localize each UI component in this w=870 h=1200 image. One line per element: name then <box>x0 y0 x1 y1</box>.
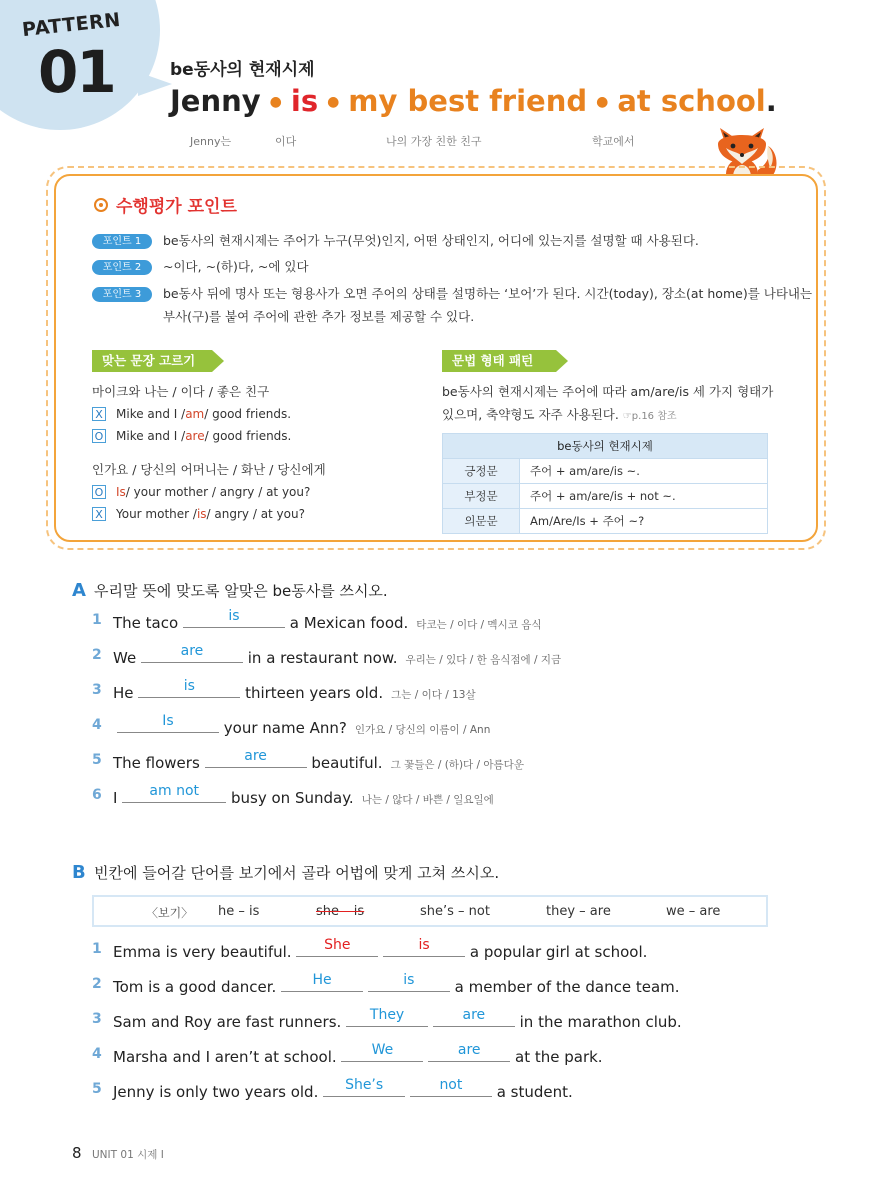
answer-blank[interactable] <box>323 1077 405 1097</box>
answer-blank[interactable] <box>433 1007 515 1027</box>
example-text: Mike and I / <box>116 429 186 443</box>
section-a-title: 우리말 뜻에 맞도록 알맞은 be동사를 쓰시오. <box>94 582 388 600</box>
answer-blank[interactable] <box>117 713 219 733</box>
answer-text: are <box>180 643 204 659</box>
ox-mark: X <box>92 407 106 421</box>
question-text: a popular girl at school. <box>469 943 648 961</box>
question-number: 6 <box>92 787 102 803</box>
answer-text: She <box>324 937 351 953</box>
table-row-label: 긍정문 <box>443 459 520 484</box>
grammar-desc-text: 있으며, 축약형도 자주 사용된다. <box>442 407 619 422</box>
question-line <box>113 678 476 702</box>
question-text: a member of the dance team. <box>454 978 680 996</box>
question-number: 3 <box>92 682 102 698</box>
answer-blank[interactable] <box>428 1042 510 1062</box>
question-number: 1 <box>92 941 102 957</box>
question-text: in a restaurant now. <box>247 649 398 667</box>
table-row-value: Am/Are/Is + 주어 ~? <box>520 509 768 534</box>
example-row <box>92 429 291 443</box>
word-bank-label: 〈보기〉 <box>146 906 194 920</box>
question-text: in the marathon club. <box>519 1013 682 1031</box>
correct-sentence-tag: 맞는 문장 고르기 <box>92 350 212 372</box>
question-line <box>113 972 680 996</box>
question-number: 3 <box>92 1011 102 1027</box>
question-number: 5 <box>92 752 102 768</box>
answer-text: is <box>228 608 240 624</box>
question-text: Marsha and I aren’t at school. <box>113 1048 337 1066</box>
word-bank-option: he – is <box>218 904 260 919</box>
question-gloss: 그 꽃들은 / (하)다 / 아름다운 <box>390 759 524 771</box>
answer-blank[interactable] <box>368 972 450 992</box>
question-line <box>117 713 491 737</box>
answer-blank[interactable] <box>296 937 378 957</box>
answer-text: am not <box>149 783 200 799</box>
point-badge: 포인트 2 <box>92 260 152 275</box>
question-line <box>113 937 648 961</box>
example-row <box>92 485 310 499</box>
section-b-letter: B <box>72 862 86 883</box>
question-number: 4 <box>92 1046 102 1062</box>
example-text: / good friends. <box>204 429 292 443</box>
point-text: ~이다, ~(하)다, ~에 있다 <box>163 259 309 274</box>
ox-mark: O <box>92 429 106 443</box>
sentence-word: at school <box>617 84 766 118</box>
grammar-description <box>442 380 782 428</box>
question-text: The flowers <box>113 754 200 772</box>
sentence-word: is <box>290 84 319 118</box>
question-number: 2 <box>92 976 102 992</box>
question-text: at the park. <box>515 1048 603 1066</box>
example-row <box>92 507 305 521</box>
question-line <box>113 783 494 807</box>
gloss: 학교에서 <box>592 135 635 148</box>
pattern-subtitle: be동사의 현재시제 <box>170 60 315 80</box>
example-verb: am <box>185 407 205 421</box>
question-line <box>113 1007 682 1031</box>
point-title <box>94 192 237 217</box>
table-row-label: 부정문 <box>443 484 520 509</box>
question-text: We <box>113 649 137 667</box>
grammar-table-header: be동사의 현재시제 <box>443 434 768 459</box>
answer-text: They <box>369 1007 405 1023</box>
answer-text: Is <box>162 713 174 729</box>
ox-mark: O <box>92 485 106 499</box>
question-line <box>113 608 542 632</box>
question-number: 4 <box>92 717 102 733</box>
ox-mark: X <box>92 507 106 521</box>
answer-blank[interactable] <box>410 1077 492 1097</box>
badge-number: 01 <box>38 38 115 106</box>
dot-separator: ● <box>269 94 282 110</box>
question-text: a Mexican food. <box>289 614 409 632</box>
badge-tail <box>138 72 172 96</box>
question-gloss: 그는 / 이다 / 13살 <box>391 689 476 701</box>
answer-text: We <box>371 1042 394 1058</box>
answer-blank[interactable] <box>205 748 307 768</box>
sentence-word: Jenny <box>170 84 261 118</box>
question-text: busy on Sunday. <box>231 789 354 807</box>
answer-text: He <box>312 972 332 988</box>
gloss: Jenny는 <box>190 135 232 148</box>
point-badge: 포인트 3 <box>92 287 152 302</box>
question-number: 1 <box>92 612 102 628</box>
question-gloss: 나는 / 않다 / 바쁜 / 일요일에 <box>361 794 494 806</box>
question-number: 5 <box>92 1081 102 1097</box>
answer-blank[interactable] <box>122 783 226 803</box>
point-text: 부사(구)를 붙여 주어에 관한 추가 정보를 제공할 수 있다. <box>163 309 475 324</box>
question-text: a student. <box>496 1083 573 1101</box>
point-title-text: 수행평가 포인트 <box>116 197 237 217</box>
question-gloss: 인가요 / 당신의 이름이 / Ann <box>354 724 491 736</box>
answer-text: not <box>439 1077 463 1093</box>
answer-text: is <box>403 972 415 988</box>
table-row <box>443 459 768 484</box>
badge-label: PATTERN <box>21 8 122 42</box>
table-row-value: 주어 + am/are/is ~. <box>520 459 768 484</box>
answer-text: are <box>244 748 267 764</box>
question-gloss: 타코는 / 이다 / 멕시코 음식 <box>416 619 542 631</box>
example-text: / good friends. <box>204 407 292 421</box>
answer-text: She’s <box>345 1077 384 1093</box>
word-bank-option-used: she – is <box>316 904 365 919</box>
dot-separator: ● <box>327 94 340 110</box>
answer-text: is <box>183 678 195 694</box>
grammar-table <box>442 433 768 534</box>
answer-text: are <box>457 1042 481 1058</box>
question-text: I <box>113 789 118 807</box>
point-text: be동사의 현재시제는 주어가 누구(무엇)인지, 어떤 상태인지, 어디에 있는지를 설명할 때 사용된다. <box>163 233 699 248</box>
point-badge: 포인트 1 <box>92 234 152 249</box>
question-text: Tom is a good dancer. <box>113 978 277 996</box>
sentence-period: . <box>765 84 777 118</box>
question-text: Jenny is only two years old. <box>113 1083 319 1101</box>
sentence-word: my best friend <box>348 84 588 118</box>
question-line <box>113 1042 603 1066</box>
example-row <box>92 407 291 421</box>
example-verb: Is <box>116 485 126 499</box>
question-text: your name Ann? <box>223 719 347 737</box>
question-gloss: 우리는 / 있다 / 한 음식점에 / 지금 <box>405 654 562 666</box>
question-text: The taco <box>113 614 179 632</box>
answer-text: are <box>462 1007 486 1023</box>
gloss: 나의 가장 친한 친구 <box>386 135 482 148</box>
section-b-title: 빈칸에 들어갈 단어를 보기에서 골라 어법에 맞게 고쳐 쓰시오. <box>94 864 500 882</box>
question-line <box>113 748 524 772</box>
target-icon <box>94 198 108 212</box>
page-reference: ☞p.16 참조 <box>622 411 677 422</box>
question-line <box>113 643 562 667</box>
question-text: Emma is very beautiful. <box>113 943 292 961</box>
table-row <box>443 509 768 534</box>
word-bank-box <box>92 895 768 927</box>
answer-blank[interactable] <box>141 643 243 663</box>
example-text: / your mother / angry / at you? <box>125 485 311 499</box>
gloss: 이다 <box>275 135 297 148</box>
example-korean: 인가요 / 당신의 어머니는 / 화난 / 당신에게 <box>92 462 326 477</box>
table-row <box>443 484 768 509</box>
word-bank-option: they – are <box>546 904 611 919</box>
word-bank-option: we – are <box>666 904 721 919</box>
dot-separator: ● <box>596 94 609 110</box>
page-number: 8 <box>72 1144 82 1162</box>
example-text: Your mother / <box>116 507 197 521</box>
answer-blank[interactable] <box>383 937 465 957</box>
pattern-sentence <box>170 84 777 118</box>
example-verb: is <box>196 507 207 521</box>
answer-blank[interactable] <box>138 678 240 698</box>
question-text: thirteen years old. <box>245 684 384 702</box>
answer-text: is <box>418 937 430 953</box>
section-a-letter: A <box>72 580 86 601</box>
example-text: Mike and I / <box>116 407 186 421</box>
grammar-pattern-tag: 문법 형태 패턴 <box>442 350 556 372</box>
word-bank-option: she’s – not <box>420 904 490 919</box>
question-line <box>113 1077 573 1101</box>
unit-label: UNIT 01 시제 I <box>92 1149 164 1161</box>
example-verb: are <box>185 429 205 443</box>
answer-blank[interactable] <box>346 1007 428 1027</box>
example-text: / angry / at you? <box>206 507 305 521</box>
question-number: 2 <box>92 647 102 663</box>
question-text: Sam and Roy are fast runners. <box>113 1013 342 1031</box>
table-row-label: 의문문 <box>443 509 520 534</box>
question-text: He <box>113 684 134 702</box>
example-korean: 마이크와 나는 / 이다 / 좋은 친구 <box>92 384 270 399</box>
table-row-value: 주어 + am/are/is + not ~. <box>520 484 768 509</box>
grammar-desc-line <box>442 403 782 428</box>
grammar-desc-line: be동사의 현재시제는 주어에 따라 am/are/is 세 가지 형태가 <box>442 384 774 399</box>
answer-blank[interactable] <box>281 972 363 992</box>
question-text: beautiful. <box>311 754 383 772</box>
answer-blank[interactable] <box>341 1042 423 1062</box>
point-text: be동사 뒤에 명사 또는 형용사가 오면 주어의 상태를 설명하는 ‘보어’가 된다. 시간(today), 장소(at home)를 나타내는 <box>163 286 813 301</box>
answer-blank[interactable] <box>183 608 285 628</box>
